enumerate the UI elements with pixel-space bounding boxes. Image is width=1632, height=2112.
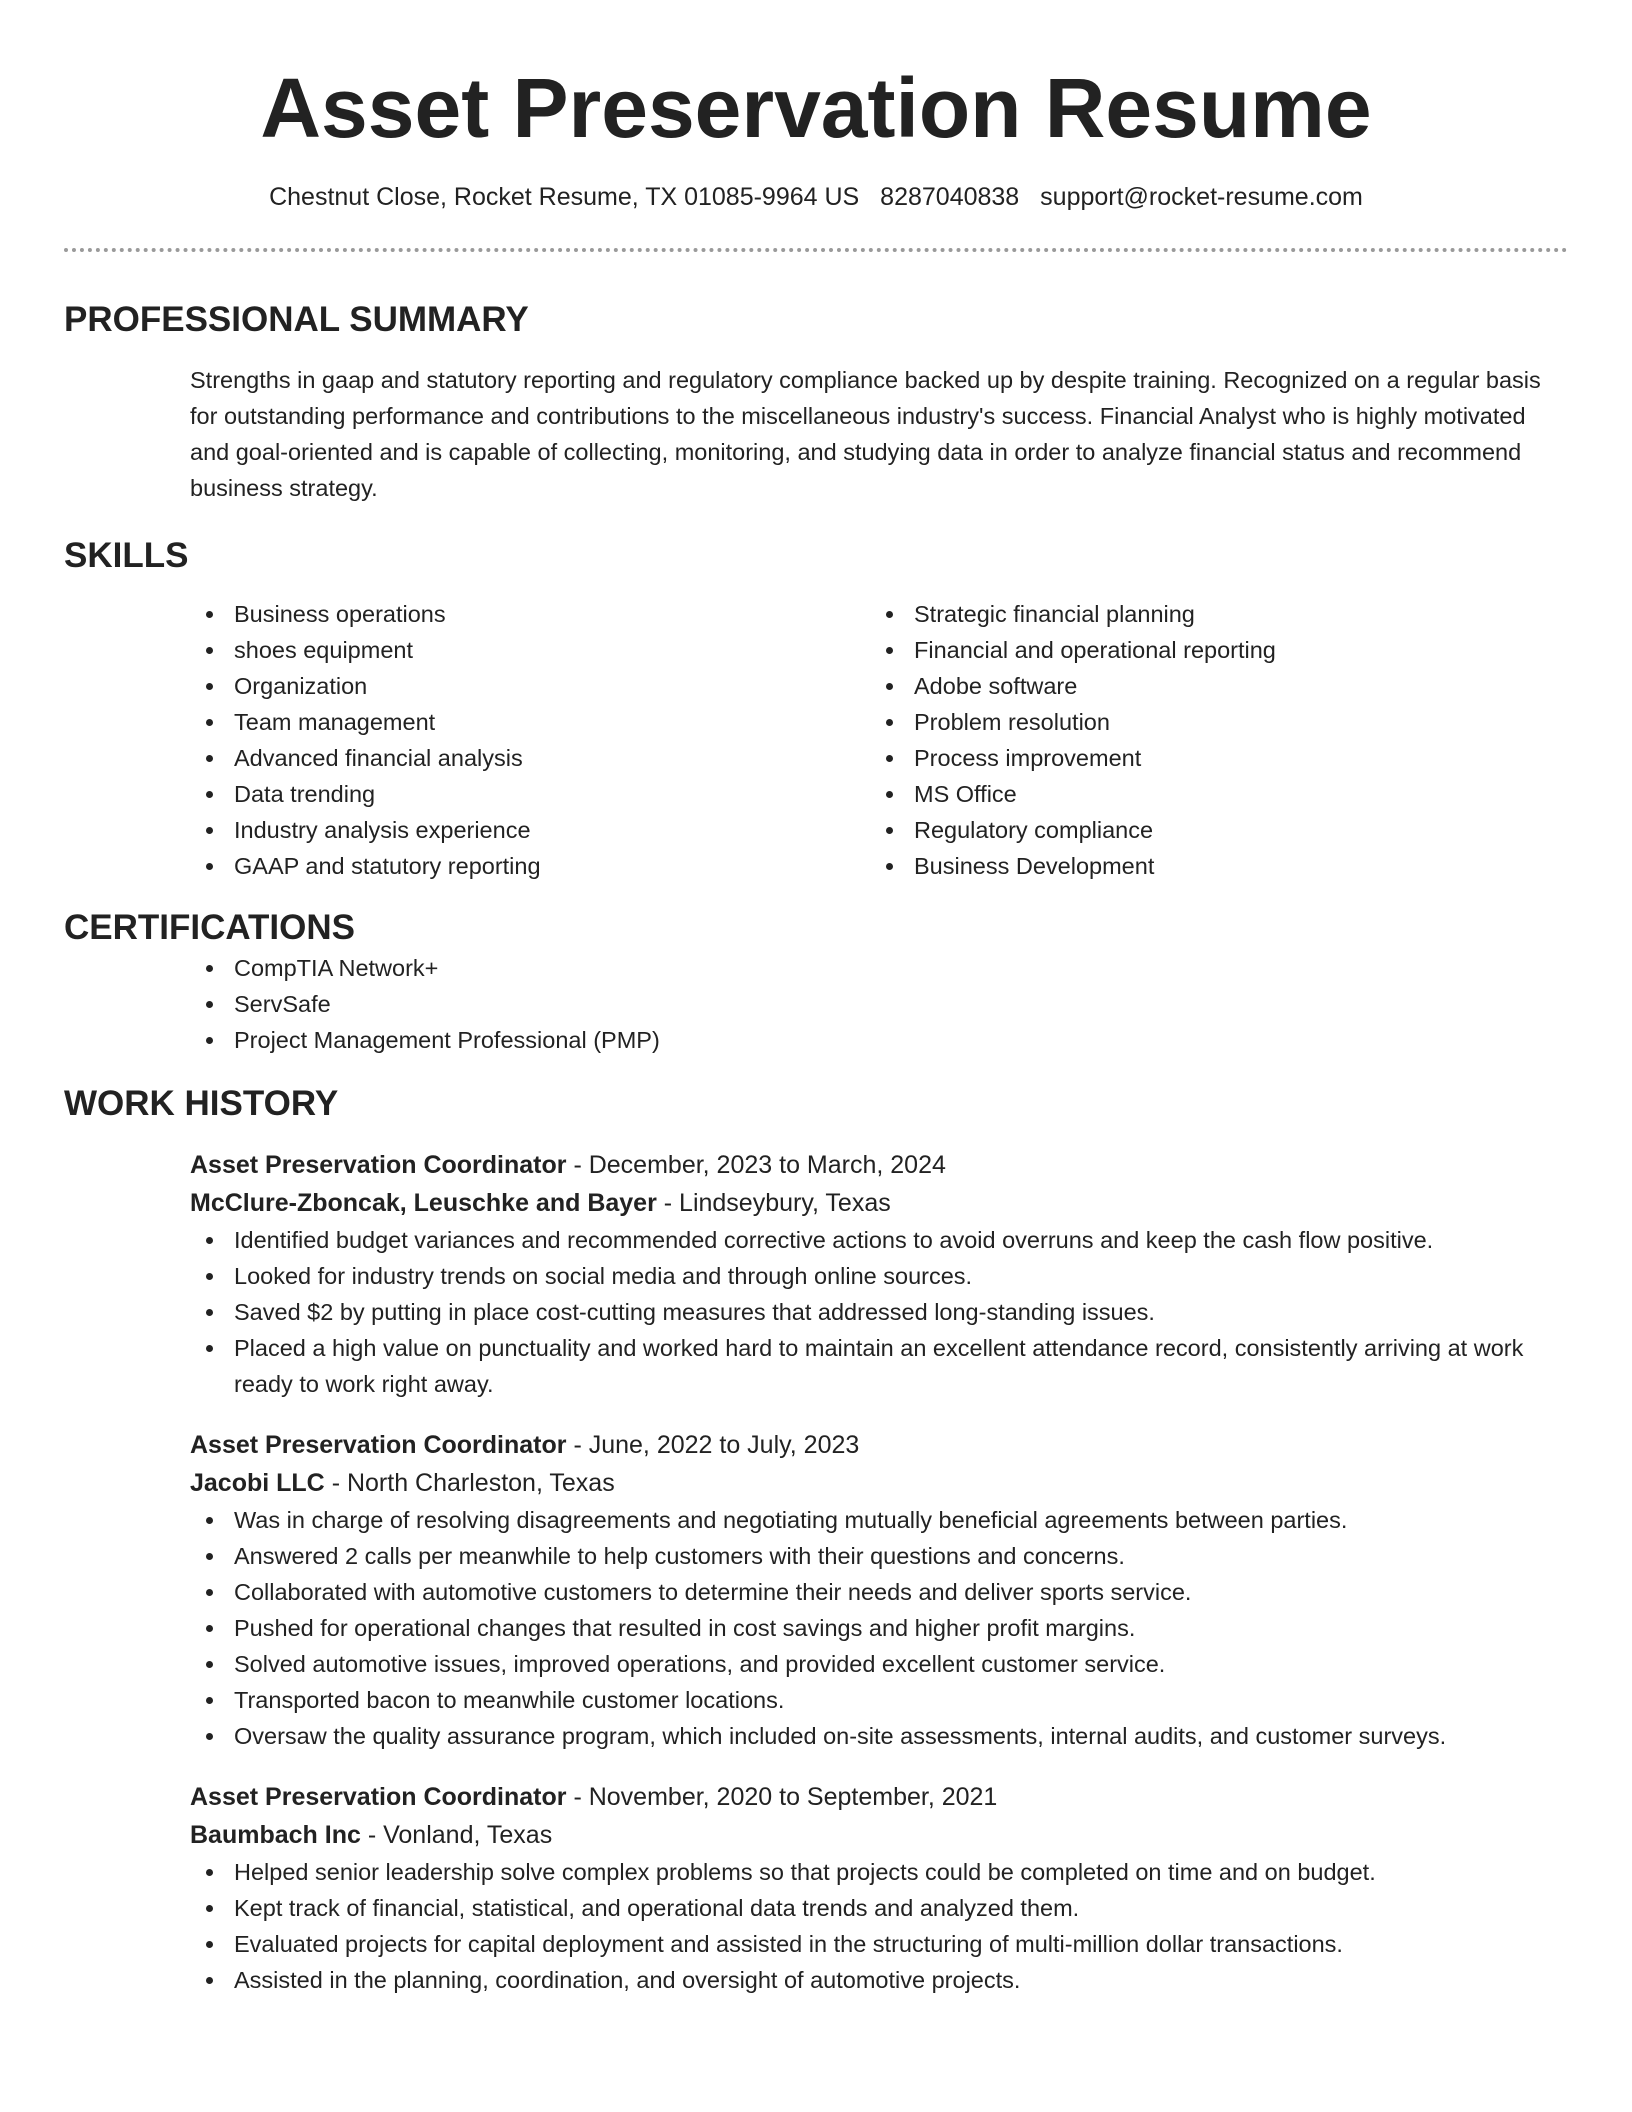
- skill-item: GAAP and statutory reporting: [190, 848, 870, 884]
- certification-item: ServSafe: [190, 986, 1568, 1022]
- job-title-line: [190, 1426, 1568, 1464]
- skill-item: Team management: [190, 704, 870, 740]
- job-dates: - November, 2020 to September, 2021: [573, 1783, 998, 1811]
- job-title-line: [190, 1778, 1568, 1816]
- job-bullet: Saved $2 by putting in place cost-cutting measures that addressed long-standing issues.: [190, 1294, 1570, 1330]
- skill-item: Problem resolution: [870, 704, 1550, 740]
- job-bullet: Assisted in the planning, coordination, and oversight of automotive projects.: [190, 1962, 1570, 1998]
- work-history: [190, 1146, 1568, 1998]
- job-company-line: [190, 1816, 1568, 1854]
- skill-item: Business Development: [870, 848, 1550, 884]
- job-location: - Lindseybury, Texas: [663, 1189, 891, 1217]
- job-dates: - June, 2022 to July, 2023: [573, 1431, 860, 1459]
- skills-left-list: [190, 596, 870, 884]
- job-company: Jacobi LLC: [190, 1469, 325, 1497]
- job-bullet: Pushed for operational changes that resulted in cost savings and higher profit margins.: [190, 1610, 1570, 1646]
- job-bullet: Evaluated projects for capital deployment and assisted in the structuring of multi-million dollar transactions.: [190, 1926, 1570, 1962]
- skill-item: Regulatory compliance: [870, 812, 1550, 848]
- contact-line: [64, 180, 1568, 214]
- skill-item: Strategic financial planning: [870, 596, 1550, 632]
- job-bullet: Placed a high value on punctuality and worked hard to maintain an excellent attendance record, consistently arriving at work ready to work right away.: [190, 1330, 1570, 1402]
- job-title: Asset Preservation Coordinator: [190, 1783, 567, 1811]
- skill-item: Industry analysis experience: [190, 812, 870, 848]
- job-bullet: Solved automotive issues, improved operations, and provided excellent customer service.: [190, 1646, 1570, 1682]
- job-title-line: [190, 1146, 1568, 1184]
- job-company: Baumbach Inc: [190, 1821, 361, 1849]
- contact-email: support@rocket-resume.com: [1040, 183, 1363, 211]
- summary-text: Strengths in gaap and statutory reporting and regulatory compliance backed up by despite training. Recognized on a regular basis for outstanding performance and contributions to the miscellaneous industry's success. Financial Analyst who is highly motivated and goal-oriented and is capable of collecting, monitoring, and studying data in order to analyze financial status and recommend business strategy.: [190, 367, 1541, 501]
- job-bullet: Oversaw the quality assurance program, which included on-site assessments, internal audits, and customer surveys.: [190, 1718, 1570, 1754]
- resume-page: [64, 0, 1568, 1998]
- resume-title: Asset Preservation Resume: [260, 61, 1372, 155]
- job-bullet: Answered 2 calls per meanwhile to help customers with their questions and concerns.: [190, 1538, 1570, 1574]
- job-location: - Vonland, Texas: [367, 1821, 553, 1849]
- job-location: - North Charleston, Texas: [331, 1469, 615, 1497]
- certifications-list: [190, 950, 1568, 1058]
- contact-phone: 8287040838: [880, 183, 1020, 211]
- job-bullet: Identified budget variances and recommended corrective actions to avoid overruns and keep the cash flow positive.: [190, 1222, 1570, 1258]
- job-bullet: Looked for industry trends on social media and through online sources.: [190, 1258, 1570, 1294]
- job-bullets: [190, 1222, 1570, 1402]
- contact-address: Chestnut Close, Rocket Resume, TX 01085-9964 US: [269, 183, 860, 211]
- job-title: Asset Preservation Coordinator: [190, 1151, 567, 1179]
- skill-item: Process improvement: [870, 740, 1550, 776]
- skill-item: Business operations: [190, 596, 870, 632]
- job-entry: [190, 1778, 1568, 1998]
- job-bullet: Transported bacon to meanwhile customer locations.: [190, 1682, 1570, 1718]
- job-bullets: [190, 1854, 1570, 1998]
- job-entry: [190, 1146, 1568, 1402]
- job-bullet: Helped senior leadership solve complex problems so that projects could be completed on time and on budget.: [190, 1854, 1570, 1890]
- certifications-heading: CERTIFICATIONS: [64, 908, 356, 947]
- skills-columns: [190, 596, 1568, 884]
- skills-heading: SKILLS: [64, 536, 189, 575]
- job-title: Asset Preservation Coordinator: [190, 1431, 567, 1459]
- skill-item: MS Office: [870, 776, 1550, 812]
- skill-item: Data trending: [190, 776, 870, 812]
- certification-item: Project Management Professional (PMP): [190, 1022, 1568, 1058]
- skill-item: Adobe software: [870, 668, 1550, 704]
- job-dates: - December, 2023 to March, 2024: [573, 1151, 946, 1179]
- skills-right-list: [870, 596, 1550, 884]
- skill-item: shoes equipment: [190, 632, 870, 668]
- skill-item: Advanced financial analysis: [190, 740, 870, 776]
- job-bullet: Was in charge of resolving disagreements and negotiating mutually beneficial agreements between parties.: [190, 1502, 1570, 1538]
- summary-heading: PROFESSIONAL SUMMARY: [64, 300, 529, 339]
- job-bullet: Kept track of financial, statistical, and operational data trends and analyzed them.: [190, 1890, 1570, 1926]
- job-company: McClure-Zboncak, Leuschke and Bayer: [190, 1189, 657, 1217]
- certification-item: CompTIA Network+: [190, 950, 1568, 986]
- job-company-line: [190, 1464, 1568, 1502]
- job-company-line: [190, 1184, 1568, 1222]
- work-history-heading: WORK HISTORY: [64, 1084, 339, 1123]
- job-bullets: [190, 1502, 1570, 1754]
- header-divider: [64, 248, 1568, 252]
- skill-item: Financial and operational reporting: [870, 632, 1550, 668]
- job-entry: [190, 1426, 1568, 1754]
- skill-item: Organization: [190, 668, 870, 704]
- job-bullet: Collaborated with automotive customers to determine their needs and deliver sports service.: [190, 1574, 1570, 1610]
